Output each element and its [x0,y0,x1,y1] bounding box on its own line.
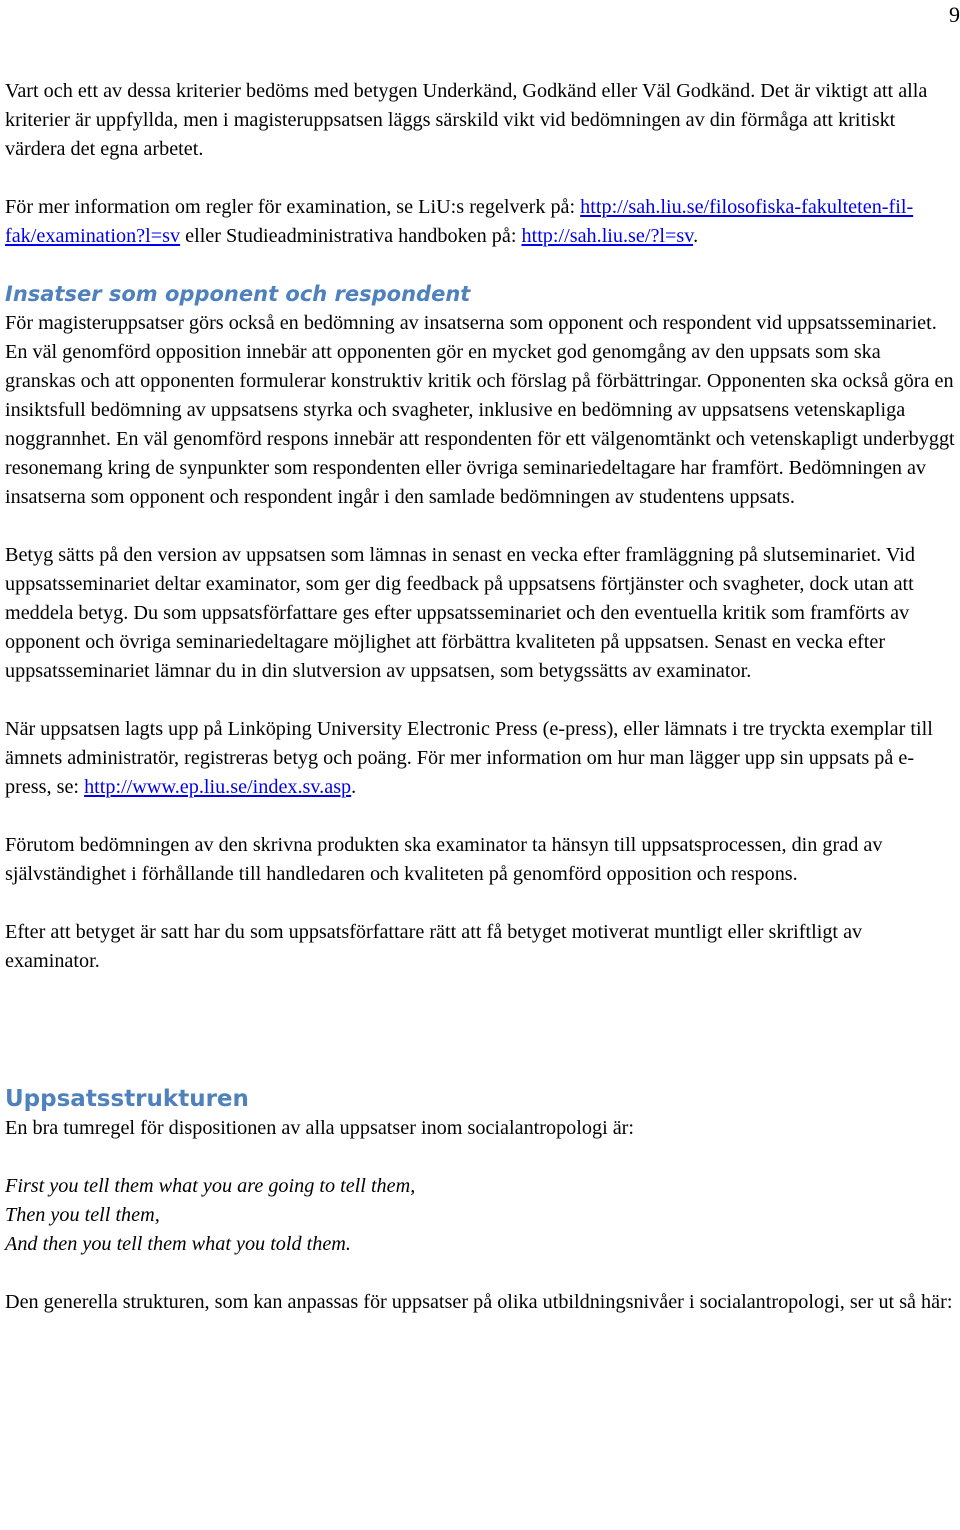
study-handbook-link[interactable]: http://sah.liu.se/?l=sv [521,225,694,247]
examination-info-text-2: eller Studieadministrativa handboken på: [180,225,522,247]
grading-paragraph: Betyg sätts på den version av uppsatsen som lämnas in senast en vecka efter framläggning på slutseminariet. Vid uppsatsseminariet deltar examinator, som ger dig feedback på uppsatsens förtjänster och svagheter, dock utan att meddela betyg. Du som uppsatsförfattare ges efter uppsatsseminariet och den eventuella kritik som framförts av opponent och övriga seminariedeltagare möjlighet att förbättra kvaliteten på uppsatsen. Senast en vecka efter uppsatsseminariet lämnar du in din slutversion av uppsatsen, som betygssätts av examinator. [5,544,915,682]
epress-link[interactable]: http://www.ep.liu.se/index.sv.asp [84,776,352,798]
quote-line-2: Then you tell them, [5,1204,160,1226]
opponent-respondent-heading: Insatser som opponent och respondent [5,282,471,306]
page-content [5,77,955,1317]
quote-line-1: First you tell them what you are going to tell them, [5,1175,416,1197]
examination-info-text-3: . [693,225,699,247]
opponent-respondent-paragraph: För magisteruppsatser görs också en bedömning av insatserna som opponent och respondent vid uppsatsseminariet. En väl genomförd opposition innebär att opponenten gör en mycket god genomgång av den uppsats som ska granskas och att opponenten formulerar konstruktiv kritik och förslag på förbättringar. Opponenten ska också göra en insiktsfull bedömning av uppsatsens styrka och svagheter, inklusive en bedömning av uppsatsens vetenskapliga noggrannhet. En väl genomförd respons innebär att respondenten för ett välgenomtänkt och vetenskapligt underbyggt resonemang kring de synpunkter som respondenten eller övriga seminariedeltagare har framfört. Bedömningen av insatserna som opponent och respondent ingår i den samlade bedömningen av studentens uppsats. [5,312,955,508]
quote-line-3: And then you tell them what you told them. [5,1233,351,1255]
page-number: 9 [949,2,960,27]
criteria-paragraph: Vart och ett av dessa kriterier bedöms med betygen Underkänd, Godkänd eller Väl Godkänd. Det är viktigt att alla kriterier är uppfyllda, men i magisteruppsatsen läggs särskild vikt vid bedömningen av din förmåga att kritiskt värdera det egna arbetet. [5,80,928,160]
essay-structure-heading: Uppsatsstrukturen [5,1086,249,1112]
section-spacer [5,976,955,1084]
epress-text-2: . [351,776,357,798]
epress-text: När uppsatsen lagts upp på Linköping University Electronic Press (e-press), eller lämnats i tre tryckta exemplar till ämnets administratör, registreras betyg och poäng. För mer information om hur man lägger upp sin uppsats på e-press, se: [5,718,933,798]
motivation-paragraph: Efter att betyget är satt har du som uppsatsförfattare rätt att få betyget motiverat muntligt eller skriftligt av examinator. [5,921,863,972]
epress-paragraph [5,715,955,802]
quote-block [5,1172,955,1259]
general-structure-paragraph: Den generella strukturen, som kan anpassas för uppsatser på olika utbildningsnivåer i socialantropologi, ser ut så här: [5,1291,953,1313]
rule-of-thumb-paragraph: En bra tumregel för dispositionen av alla uppsatser inom socialantropologi är: [5,1117,635,1139]
examination-rules-link[interactable]: http://sah.liu.se/filosofiska-fakulteten-fil-fak/examination?l=sv [5,196,914,247]
examination-info-paragraph [5,193,955,251]
examination-info-text: För mer information om regler för examination, se LiU:s regelverk på: [5,196,581,218]
assessment-paragraph: Förutom bedömningen av den skrivna produkten ska examinator ta hänsyn till uppsatsprocessen, din grad av självständighet i förhållande till handledaren och kvaliteten på genomförd opposition och respons. [5,834,883,885]
